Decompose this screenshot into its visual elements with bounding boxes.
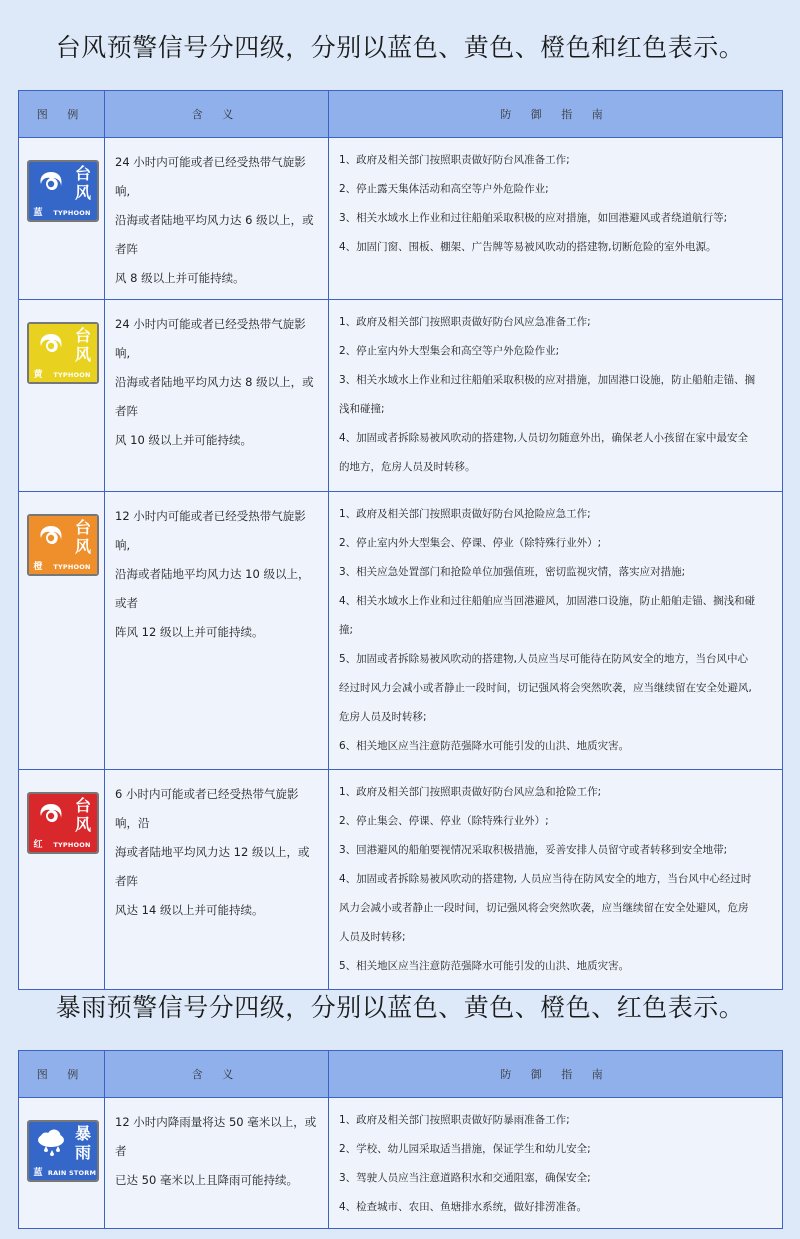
meaning-line: 12 小时内降雨量将达 50 毫米以上，或者 [115, 1115, 317, 1158]
table-row [19, 300, 783, 492]
legend-cell [19, 1098, 105, 1229]
table-header-row [19, 91, 783, 138]
meaning-line: 阵风 12 级以上并可能持续。 [115, 625, 264, 639]
typhoon-swirl-icon [35, 168, 67, 200]
meaning-line: 已达 50 毫米以上且降雨可能持续。 [115, 1173, 298, 1187]
header-icon: 图 例 [19, 1051, 105, 1098]
rainstorm-signal-table [18, 1050, 783, 1229]
table-row [19, 1098, 783, 1229]
guide-item: 2、停止室内外大型集会、停课、停业（除特殊行业外）; [339, 537, 602, 549]
meaning-line: 风 8 级以上并可能持续。 [115, 271, 245, 285]
guide-item: 4、加固或者拆除易被风吹动的搭建物,人员切勿随意外出，确保老人小孩留在家中最安全 [339, 432, 749, 444]
meaning-cell [105, 492, 329, 770]
meaning-line: 风 10 级以上并可能持续。 [115, 433, 252, 447]
table-row [19, 492, 783, 770]
meaning-line: 沿海或者陆地平均风力达 8 级以上，或者阵 [115, 375, 314, 418]
badge-level-label: 橙 [29, 560, 47, 574]
guide-item: 1、政府及相关部门按照职责做好防台风应急和抢险工作; [339, 786, 602, 798]
meaning-line: 24 小时内可能或者已经受热带气旋影响, [115, 155, 306, 198]
typhoon-swirl-icon [35, 330, 67, 362]
guide-item: 4、加固或者拆除易被风吹动的搭建物, 人员应当待在防风安全的地方，当台风中心经过时 [339, 873, 752, 885]
guide-item: 4、检查城市、农田、鱼塘排水系统，做好排涝准备。 [339, 1201, 588, 1213]
guide-item: 2、停止集会、停课、停业（除特殊行业外）; [339, 815, 549, 827]
meaning-cell [105, 300, 329, 492]
badge-level-label: 红 [29, 838, 47, 852]
meaning-line: 风达 14 级以上并可能持续。 [115, 903, 264, 917]
typhoon-section-title: 台风预警信号分四级，分别以蓝色、黄色、橙色和红色表示。 [55, 33, 745, 62]
meaning-line: 24 小时内可能或者已经受热带气旋影响, [115, 317, 306, 360]
guide-item: 3、回港避风的船舶要视情况采取积极措施，妥善安排人员留守或者转移到安全地带; [339, 844, 728, 856]
guide-item: 危房人员及时转移; [339, 711, 427, 723]
warning-signal-badge [27, 160, 99, 222]
legend-cell [19, 138, 105, 300]
meaning-cell [105, 1098, 329, 1229]
guide-item: 1、政府及相关部门按照职责做好防暴雨准备工作; [339, 1114, 570, 1126]
header-meaning: 含 义 [105, 1051, 329, 1098]
guide-cell [329, 770, 783, 990]
badge-english-label: TYPHOON [47, 368, 97, 382]
guide-item: 5、加固或者拆除易被风吹动的搭建物,人员应当尽可能待在防风安全的地方，当台风中心 [339, 653, 749, 665]
guide-item: 6、相关地区应当注意防范强降水可能引发的山洪、地质灾害。 [339, 740, 630, 752]
badge-english-label: TYPHOON [47, 838, 97, 852]
guide-item: 3、驾驶人员应当注意道路积水和交通阻塞，确保安全; [339, 1172, 591, 1184]
header-guide: 防 御 指 南 [329, 91, 783, 138]
typhoon-swirl-icon [35, 522, 67, 554]
table-row [19, 770, 783, 990]
typhoon-swirl-icon [35, 800, 67, 832]
meaning-line: 沿海或者陆地平均风力达 6 级以上，或者阵 [115, 213, 314, 256]
meaning-line: 6 小时内可能或者已经受热带气旋影响，沿 [115, 787, 299, 830]
badge-character-label: 台 风 [74, 518, 91, 556]
guide-item: 3、相关水域水上作业和过往船舶采取积极的应对措施，如回港避风或者绕道航行等; [339, 212, 728, 224]
meaning-line: 12 小时内可能或者已经受热带气旋影响, [115, 509, 306, 552]
rain-cloud-icon [35, 1128, 67, 1160]
meaning-line: 海或者陆地平均风力达 12 级以上，或者阵 [115, 845, 310, 888]
header-meaning: 含 义 [105, 91, 329, 138]
guide-item: 5、相关地区应当注意防范强降水可能引发的山洪、地质灾害。 [339, 960, 630, 972]
header-guide: 防 御 指 南 [329, 1051, 783, 1098]
guide-item: 人员及时转移; [339, 931, 406, 943]
typhoon-signal-table [18, 90, 783, 990]
guide-item: 2、学校、幼儿园采取适当措施，保证学生和幼儿安全; [339, 1143, 591, 1155]
badge-english-label: TYPHOON [47, 560, 97, 574]
badge-english-label: TYPHOON [47, 206, 97, 220]
guide-item: 1、政府及相关部门按照职责做好防台风应急准备工作; [339, 316, 591, 328]
table-header-row [19, 1051, 783, 1098]
rainstorm-section-title: 暴雨预警信号分四级，分别以蓝色、黄色、橙色、红色表示。 [55, 993, 745, 1022]
header-icon: 图 例 [19, 91, 105, 138]
warning-signal-badge [27, 792, 99, 854]
guide-item: 2、停止室内外大型集会和高空等户外危险作业; [339, 345, 560, 357]
guide-item: 浅和碰撞; [339, 403, 385, 415]
badge-character-label: 台 风 [74, 326, 91, 364]
guide-item: 1、政府及相关部门按照职责做好防台风准备工作; [339, 154, 570, 166]
guide-item: 经过时风力会减小或者静止一段时间，切记强风将会突然吹袭，应当继续留在安全处避风, [339, 682, 752, 694]
badge-character-label: 暴 雨 [74, 1124, 91, 1162]
warning-signal-badge [27, 322, 99, 384]
warning-signal-badge [27, 1120, 99, 1182]
warning-signal-badge [27, 514, 99, 576]
guide-item: 1、政府及相关部门按照职责做好防台风抢险应急工作; [339, 508, 591, 520]
guide-item: 3、相关应急处置部门和抢险单位加强值班，密切监视灾情，落实应对措施; [339, 566, 686, 578]
meaning-line: 沿海或者陆地平均风力达 10 级以上，或者 [115, 567, 310, 610]
guide-item: 4、相关水域水上作业和过往船舶应当回港避风，加固港口设施，防止船舶走锚、搁浅和碰 [339, 595, 756, 607]
legend-cell [19, 300, 105, 492]
guide-cell [329, 492, 783, 770]
guide-cell [329, 138, 783, 300]
guide-item: 风力会减小或者静止一段时间，切记强风将会突然吹袭，应当继续留在安全处避风，危房 [339, 902, 749, 914]
badge-character-label: 台 风 [74, 796, 91, 834]
guide-cell [329, 300, 783, 492]
guide-item: 2、停止露天集体活动和高空等户外危险作业; [339, 183, 549, 195]
badge-level-label: 蓝 [29, 206, 47, 220]
meaning-cell [105, 138, 329, 300]
guide-item: 3、相关水域水上作业和过往船舶采取积极的应对措施，加固港口设施，防止船舶走锚、搁 [339, 374, 756, 386]
badge-level-label: 蓝 [29, 1166, 47, 1180]
badge-character-label: 台 风 [74, 164, 91, 202]
meaning-cell [105, 770, 329, 990]
legend-cell [19, 770, 105, 990]
badge-level-label: 黄 [29, 368, 47, 382]
guide-item: 撞; [339, 624, 354, 636]
badge-english-label: RAIN STORM [47, 1166, 97, 1180]
legend-cell [19, 492, 105, 770]
table-row [19, 138, 783, 300]
guide-item: 4、加固门窗、围板、棚架、广告牌等易被风吹动的搭建物,切断危险的室外电源。 [339, 241, 717, 253]
guide-cell [329, 1098, 783, 1229]
guide-item: 的地方，危房人员及时转移。 [339, 461, 476, 473]
